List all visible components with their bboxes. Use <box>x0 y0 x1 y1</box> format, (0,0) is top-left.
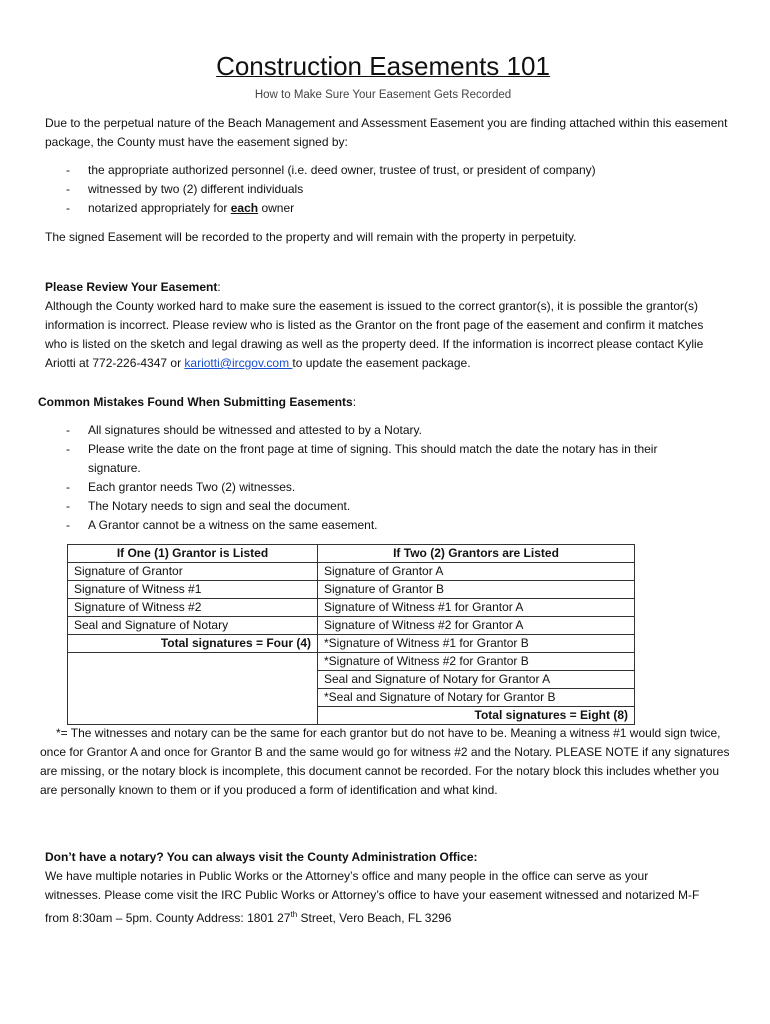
list-item: - notarized appropriately for each owner <box>66 199 726 218</box>
list-item-text: witnessed by two (2) different individuals <box>88 182 304 196</box>
intro-paragraph: Due to the perpetual nature of the Beach Management and Assessment Easement you are finding attached within this easement package, the County must have the easement signed by: <box>45 116 728 149</box>
table-cell: Signature of Grantor <box>68 563 318 581</box>
list-item: - witnessed by two (2) different individuals <box>66 180 726 199</box>
recorded-paragraph: The signed Easement will be recorded to the property and will remain with the property in perpetuity. <box>45 230 577 244</box>
list-item-text: All signatures should be witnessed and attested to by a Notary. <box>88 423 422 437</box>
table-header: If One (1) Grantor is Listed <box>68 545 318 563</box>
table-row <box>68 563 635 581</box>
list-item: - A Grantor cannot be a witness on the same easement. <box>66 516 706 535</box>
table-cell: Signature of Grantor B <box>318 581 635 599</box>
table-row <box>68 599 635 617</box>
review-paragraph: Although the County worked hard to make sure the easement is issued to the correct grantor(s), it is possible the grantor(s) information is incorrect. Please review who is listed as the Grantor on the front page of the easement and confirm it matches who is listed on the sketch and legal drawing as well as the property deed. If the information is incorrect please contact Kylie Ariotti at 772-226-4347 or kariotti@ircgov.com to update the easement package. <box>45 299 704 370</box>
table-total-cell: Total signatures = Four (4) <box>68 635 318 653</box>
table-cell: Seal and Signature of Notary for Grantor A <box>318 671 635 689</box>
table-cell: Seal and Signature of Notary <box>68 617 318 635</box>
list-item-text: The Notary needs to sign and seal the document. <box>88 499 351 513</box>
table-cell: Signature of Witness #2 <box>68 599 318 617</box>
table-cell: Signature of Grantor A <box>318 563 635 581</box>
list-item-text: the appropriate authorized personnel (i.e. deed owner, trustee of trust, or president of company) <box>88 163 596 177</box>
notary-heading: Don’t have a notary? You can always visit the County Administration Office: <box>45 850 478 864</box>
signatures-table <box>67 544 635 725</box>
table-cell: Signature of Witness #1 for Grantor A <box>318 599 635 617</box>
list-item: - the appropriate authorized personnel (i.e. deed owner, trustee of trust, or president of company) <box>66 161 726 180</box>
list-item-text: A Grantor cannot be a witness on the same easement. <box>88 518 378 532</box>
table-header-row <box>68 545 635 563</box>
table-header: If Two (2) Grantors are Listed <box>318 545 635 563</box>
page-title: Construction Easements 101 <box>216 51 550 81</box>
table-cell-empty <box>68 653 318 725</box>
review-heading: Please Review Your Easement: <box>45 280 221 294</box>
list-item: - The Notary needs to sign and seal the document. <box>66 497 706 516</box>
mistakes-list <box>66 421 706 535</box>
list-item-text: notarized appropriately for each owner <box>88 201 295 215</box>
table-cell: Signature of Witness #2 for Grantor A <box>318 617 635 635</box>
table-row <box>68 581 635 599</box>
list-item: - All signatures should be witnessed and attested to by a Notary. <box>66 421 706 440</box>
list-item-text: Each grantor needs Two (2) witnesses. <box>88 480 296 494</box>
table-row <box>68 635 635 653</box>
list-item: - Please write the date on the front page at time of signing. This should match the date the notary has in their signature. <box>66 440 706 478</box>
table-cell: *Seal and Signature of Notary for Grantor B <box>318 689 635 707</box>
list-item: - Each grantor needs Two (2) witnesses. <box>66 478 706 497</box>
list-item-text: Please write the date on the front page at time of signing. This should match the date the notary has in their signature. <box>88 442 658 475</box>
intro-list <box>66 161 726 218</box>
table-row <box>68 617 635 635</box>
page-subtitle: How to Make Sure Your Easement Gets Recorded <box>254 89 512 101</box>
notary-paragraph: We have multiple notaries in Public Works or the Attorney’s office and many people in the office can serve as your witnesses. Please come visit the IRC Public Works or Attorney’s office to have your easement witnessed and notarized M-F from 8:30am – 5pm. County Address: 1801 27th Street, Vero Beach, FL 3296 <box>45 869 700 925</box>
email-link[interactable]: kariotti@ircgov.com <box>184 356 293 370</box>
table-cell: Signature of Witness #1 <box>68 581 318 599</box>
table-total-cell: Total signatures = Eight (8) <box>318 707 635 725</box>
mistakes-heading: Common Mistakes Found When Submitting Easements: <box>38 395 357 409</box>
footnote-paragraph: *= The witnesses and notary can be the same for each grantor but do not have to be. Meaning a witness #1 would sign twice, once for Grantor A and once for Grantor B and the same would go for witness #2 and the Notary. PLEASE NOTE if any signatures are missing, or the notary block is incomplete, this document cannot be recorded. For the notary block this includes whether you are personally known to them or if you produced a form of identification and what kind. <box>40 726 730 797</box>
table-row <box>68 653 635 671</box>
table-cell: *Signature of Witness #1 for Grantor B <box>318 635 635 653</box>
table-cell: *Signature of Witness #2 for Grantor B <box>318 653 635 671</box>
